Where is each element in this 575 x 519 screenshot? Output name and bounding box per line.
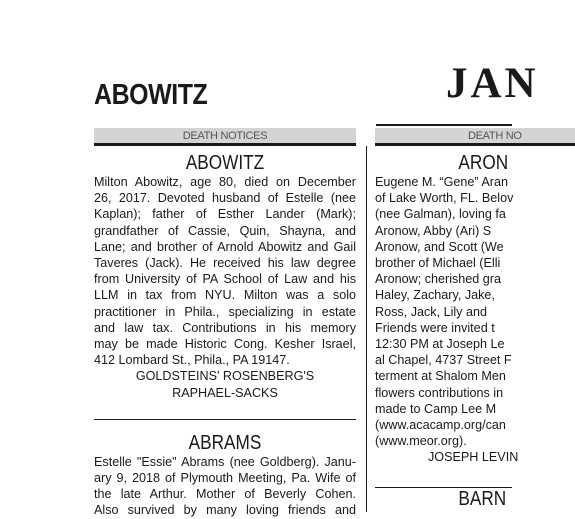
notice-line: flowers contributions in <box>375 385 504 400</box>
masthead-rule <box>376 124 512 126</box>
notice-line: al Chapel, 4737 Street F <box>375 353 512 368</box>
notice-line: Milton Abowitz, age 80, died on December <box>94 175 356 189</box>
notice-line: of Lake Worth, FL. Belov <box>375 191 514 206</box>
notice-line: Friends were invited t <box>375 320 495 335</box>
notice-line: Kaplan); father of Esther Lander (Mark); <box>94 207 356 222</box>
notice-line: (www.acacamp.org/can <box>375 418 506 433</box>
funeral-home-line: RAPHAEL-SACKS <box>172 385 278 400</box>
notice-line: practitioner in Phila., specializing in estate <box>94 304 356 319</box>
notice-name-abrams: ABRAMS <box>188 431 262 454</box>
funeral-home-abowitz <box>94 368 356 400</box>
notice-line: (www.meor.org). <box>375 434 467 449</box>
notice-body-abowitz <box>94 174 356 368</box>
funeral-home-line: GOLDSTEINS' ROSENBERG'S <box>135 369 315 384</box>
section-header-death-notices-2 <box>375 128 575 146</box>
page-title: ABOWITZ <box>94 79 208 111</box>
notice-line: 412 Lombard St., Phila., PA 19147. <box>94 353 290 368</box>
notice-divider <box>94 419 356 420</box>
notice-line: grandfather of Cassie, Quin, Shayna, and <box>94 223 356 238</box>
notice-line: may be made Historic Cong. Kesher Israel, <box>94 337 356 352</box>
notice-line: the late Arthur. Mother of Beverly Cohen. <box>94 487 356 502</box>
notice-name-aron: ARON <box>458 152 509 174</box>
notice-line: Also survived by many loving friends and <box>94 503 356 518</box>
notice-line: Haley, Zachary, Jake, <box>375 288 495 303</box>
notice-name-barn: BARN <box>458 487 507 510</box>
notice-line: from University of PA School of Law and his <box>94 272 356 287</box>
notice-line: Aronow, and Scott (We <box>375 239 504 254</box>
section-header-death-notices: DEATH NOTICES <box>94 128 356 146</box>
notice-line: and law tax. Contributions in his memory <box>94 320 356 335</box>
notice-divider-2 <box>375 487 512 488</box>
notice-line: (nee Galman), loving fa <box>375 207 506 222</box>
notice-name-abowitz: ABOWITZ <box>185 152 265 174</box>
notice-line: ary 9, 2018 of Plymouth Meeting, Pa. Wife of <box>94 471 356 486</box>
notice-body-abrams <box>94 454 356 519</box>
notice-line: Estelle "Essie" Abrams (nee Goldberg). Janu- <box>94 454 356 469</box>
notice-line: Taveres (Jack). He received his law degree <box>94 256 356 271</box>
masthead-title: JAN <box>446 60 539 107</box>
notice-line: brother of Michael (Elli <box>375 256 501 271</box>
notice-line: Eugene M. “Gene” Aran <box>375 175 509 189</box>
column-1 <box>94 128 356 519</box>
notice-line: Aronow; cherished gra <box>375 272 502 287</box>
notice-line: Ross, Jack, Lily and <box>375 304 487 319</box>
column-divider <box>366 146 367 512</box>
column-2 <box>375 128 522 512</box>
notice-line: terment at Shalom Men <box>375 369 506 384</box>
section-header-label: DEATH NO <box>468 130 522 142</box>
notice-line: 26, 2017. Devoted husband of Estelle (nee <box>94 191 356 206</box>
funeral-home-aron: JOSEPH LEVIN <box>428 450 519 465</box>
notice-line: Lane; and brother of Arnold Abowitz and Gail <box>94 239 356 254</box>
notice-line: Aronow, Abby (Ari) S <box>375 223 492 238</box>
notice-line: LLM in tax from NYU. Milton was a solo <box>94 288 356 303</box>
notice-line: made to Camp Lee M <box>375 401 497 416</box>
notice-body-aron <box>375 174 512 449</box>
notice-line: 12:30 PM at Joseph Le <box>375 337 505 352</box>
